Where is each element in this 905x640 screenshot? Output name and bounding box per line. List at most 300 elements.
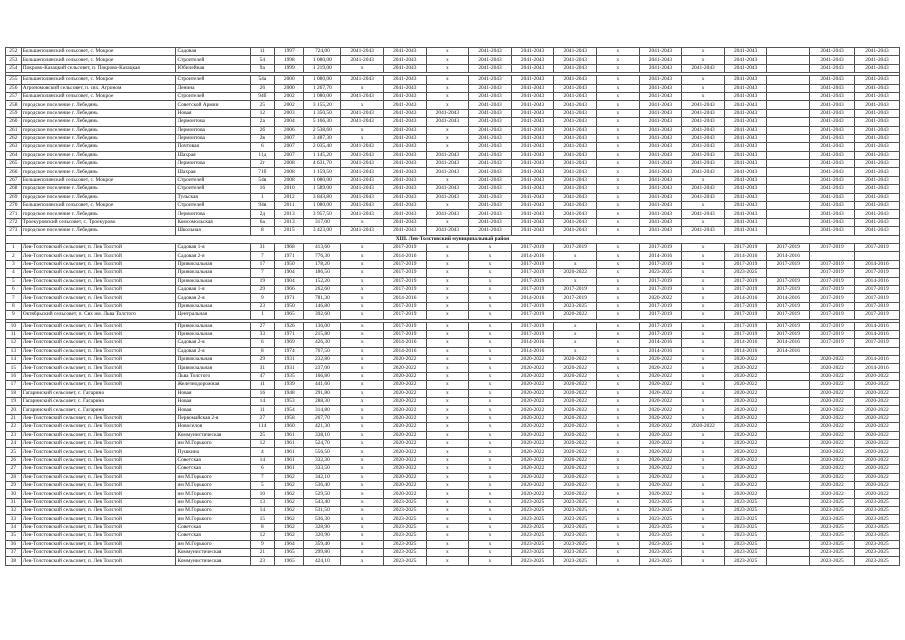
table-cell: 1 267,70 [304,84,341,92]
table-cell: 2023-2025 [724,532,767,540]
table-cell: 2020-2022 [554,456,597,464]
table-cell: 2041-2043 [810,202,855,210]
table-cell: 2041-2043 [810,227,855,235]
table-cell: 2041-2043 [469,56,512,64]
table-cell: 2020-2022 [639,431,682,439]
table-cell: городское поселение г. Лебедянь [21,210,176,218]
table-cell: x [426,423,469,431]
table-row [6,515,900,523]
table-cell: 1 159,50 [304,168,341,176]
table-cell: 2023-2025 [810,507,855,515]
table-row [6,439,900,447]
table-cell: 2014-2016 [854,364,899,372]
table-cell: 2041-2043 [639,92,682,100]
table-cell: 2023-2025 [511,523,554,531]
table-cell: 2041-2043 [511,84,554,92]
table-cell: 2041-2043 [469,64,512,72]
table-cell: 12 [250,109,275,117]
table-cell: 2020-2022 [639,381,682,389]
table-cell: 2041-2043 [810,176,855,184]
table-cell: x [426,381,469,389]
table-cell: 9 [250,540,275,548]
table-row [6,347,900,355]
table-cell: городское поселение г. Лебедянь [21,227,176,235]
table-cell: x [597,311,640,319]
table-cell: x [426,176,469,184]
table-cell: 2041-2043 [854,193,899,201]
table-cell: 15 [250,515,275,523]
table-cell: x [426,347,469,355]
table-cell: 2017-2019 [854,285,899,293]
table-cell: 2041-2043 [554,227,597,235]
table-cell: 2041-2043 [426,193,469,201]
table-cell: 2020-2022 [724,414,767,422]
table-cell: 2020-2022 [724,372,767,380]
table-cell: x [597,398,640,406]
table-cell [767,118,810,126]
table-cell: x [682,48,725,56]
table-cell: x [469,302,512,310]
table-row [6,322,900,330]
table-cell: 2 [6,252,22,260]
table-cell: 2017-2019 [511,260,554,268]
table-cell: x [597,92,640,100]
table-cell: Лев-Толстовский сельсовет, п. Лев Толстой [21,356,176,364]
table-cell: 3 423,00 [304,227,341,235]
table-cell: 2020-2022 [810,431,855,439]
table-cell: 1962 [275,498,304,506]
table-row [6,557,900,565]
table-cell: 2020-2022 [854,490,899,498]
table-cell: Агрономовский сельсовет, п. свх. Агроном [21,84,176,92]
table-cell: 1 080,00 [304,202,341,210]
table-cell: Строителей [176,185,250,193]
table-cell: 3 487,30 [304,134,341,142]
table-cell: 254 [6,64,22,72]
table-cell: x [682,76,725,84]
table-cell: Лев-Толстовский сельсовет, п. Лев Толстой [21,243,176,251]
table-cell: Лев-Толстовский сельсовет, п. Лев Толстой [21,260,176,268]
table-cell: 13 [250,498,275,506]
table-cell: x [341,414,384,422]
table-cell: x [682,84,725,92]
table-cell: 2017-2019 [724,302,767,310]
table-cell: 2023-2025 [554,540,597,548]
table-cell: Новая [176,406,250,414]
table-cell: 2017-2019 [383,269,426,277]
table-cell: 2041-2043 [724,56,767,64]
table-cell [767,218,810,226]
table-cell: 27 [250,322,275,330]
table-cell: 2017-2019 [639,322,682,330]
table-cell [767,431,810,439]
table-cell: 1 080,00 [304,176,341,184]
table-cell: Лев-Толстовский сельсовет, п. Лев Толстой [21,372,176,380]
table-cell: 2041-2043 [854,56,899,64]
table-cell: 2041-2043 [383,227,426,235]
table-cell: 2041-2043 [810,193,855,201]
table-cell: x [469,507,512,515]
table-cell: x [341,277,384,285]
table-row [6,431,900,439]
table-cell: 2041-2043 [511,56,554,64]
table-cell [767,398,810,406]
table-cell: 2041-2043 [554,76,597,84]
table-cell [767,176,810,184]
table-cell: 2023-2025 [724,269,767,277]
table-cell: x [341,243,384,251]
table-cell: x [341,101,384,109]
table-cell: 1971 [275,330,304,338]
table-cell: Большеполянский сельсовет, с. Мокрое [21,48,176,56]
table-cell: x [682,260,725,268]
table-cell: Лев-Толстовский сельсовет, п. Лев Толстой [21,302,176,310]
table-cell: 2041-2043 [469,176,512,184]
table-cell: x [469,532,512,540]
table-cell: 2041-2043 [639,109,682,117]
table-cell: x [554,339,597,347]
table-cell: 33 [6,515,22,523]
table-cell: 2023-2025 [511,515,554,523]
table-cell: 2020-2022 [724,481,767,489]
table-cell: x [469,448,512,456]
table-cell: 2041-2043 [341,202,384,210]
table-cell: 2041-2043 [854,151,899,159]
table-cell: 2041-2043 [383,48,426,56]
table-cell: x [682,202,725,210]
table-cell: 2041-2043 [724,84,767,92]
table-cell: 8 [6,302,22,310]
table-cell: x [597,76,640,84]
table-cell: Лев-Толстовский сельсовет, п. Лев Толстой [21,322,176,330]
table-cell: Лев-Толстовский сельсовет, п. Лев Толстой [21,277,176,285]
table-cell: 2023-2025 [554,302,597,310]
table-cell: 2041-2043 [383,168,426,176]
table-cell: 1969 [275,339,304,347]
table-cell: 4 [250,448,275,456]
table-cell: x [682,356,725,364]
table-cell: Лев-Толстовский сельсовет, п. Лев Толстой [21,498,176,506]
table-cell: Тульская [176,193,250,201]
table-cell: 2041-2043 [682,109,725,117]
table-cell: 2041-2043 [810,101,855,109]
table-cell: 2010 [275,185,304,193]
table-cell: 1953 [275,398,304,406]
table-cell: 1926 [275,322,304,330]
table-cell: 2041-2043 [810,210,855,218]
table-cell: 152,20 [304,277,341,285]
table-cell: 2020-2022 [854,473,899,481]
table-cell: Шахрая [176,151,250,159]
table-cell: 267,70 [304,414,341,422]
table-cell: Школьная [176,227,250,235]
table-cell: им М.Горького [176,507,250,515]
table-cell: 2017-2019 [554,285,597,293]
table-cell: 8 [250,227,275,235]
table-cell: x [682,176,725,184]
table-cell: 2023-2025 [383,557,426,565]
table-row [6,372,900,380]
table-cell: 2020-2022 [383,381,426,389]
table-cell: 2041-2043 [383,210,426,218]
table-row [6,168,900,176]
table-cell: x [682,302,725,310]
table-cell: 2014-2016 [639,347,682,355]
table-cell: x [341,64,384,72]
table-cell: Лев-Толстовский сельсовет, п. Лев Толстой [21,456,176,464]
table-cell: x [341,260,384,268]
table-cell: Новая [176,389,250,397]
table-cell [767,490,810,498]
table-cell: 34 [6,523,22,531]
table-cell: 2020-2022 [639,414,682,422]
table-cell: 2020-2022 [724,490,767,498]
table-cell: x [469,347,512,355]
table-cell: Железнодорожная [176,381,250,389]
table-cell: 2020-2022 [724,398,767,406]
table-cell: Лев-Толстовский сельсовет, п. Лев Толстой [21,347,176,355]
table-cell: 8 [250,347,275,355]
table-cell: Привокзальная [176,260,250,268]
table-cell: 2041-2043 [682,193,725,201]
table-cell: 1904 [275,277,304,285]
table-cell: x [597,481,640,489]
table-cell: x [682,339,725,347]
table-cell: x [682,523,725,531]
table-cell: 11д [250,151,275,159]
table-cell: Привокзальная [176,302,250,310]
table-cell: 2017-2019 [810,322,855,330]
table-cell: 1965 [275,549,304,557]
table-cell [767,202,810,210]
table-cell: 1960 [275,423,304,431]
table-cell: 2014-2016 [854,322,899,330]
table-cell: Лев-Толстовский сельсовет, п. Лев Толстой [21,294,176,302]
table-cell: 2017-2019 [854,311,899,319]
table-cell: x [341,322,384,330]
table-cell: 2041-2043 [639,168,682,176]
table-cell: 2023-2025 [511,540,554,548]
table-cell [767,481,810,489]
table-row [6,64,900,72]
table-cell: 2020-2022 [810,490,855,498]
table-cell: 11 [250,48,275,56]
table-cell: 2041-2043 [511,160,554,168]
table-row [6,481,900,489]
table-cell [767,193,810,201]
table-cell: x [597,160,640,168]
table-cell: Коммунистическая [176,431,250,439]
table-cell: 2017-2019 [767,330,810,338]
table-cell: 2023-2025 [639,498,682,506]
table-cell [854,252,899,260]
table-cell: 2017-2019 [767,285,810,293]
table-cell: 273 [6,227,22,235]
table-cell: 29 [6,481,22,489]
table-cell: 2041-2043 [639,176,682,184]
table-row [6,185,900,193]
table-cell: 2014-2016 [854,356,899,364]
table-cell: Центральная [176,311,250,319]
table-row [6,143,900,151]
table-cell: 215,80 [304,330,341,338]
table-row [6,498,900,506]
table-cell: им М.Горького [176,490,250,498]
table-cell: 2041-2043 [639,64,682,72]
table-cell: 2041-2043 [469,118,512,126]
table-cell: x [341,456,384,464]
table-cell: 2041-2043 [511,151,554,159]
table-cell: 2000 [275,84,304,92]
table-cell: 2041-2043 [469,109,512,117]
table-cell: 2014-2016 [639,339,682,347]
table-cell: 2023-2025 [724,557,767,565]
table-cell: 14 [250,398,275,406]
table-cell: 2004 [275,118,304,126]
table-cell: 2017-2019 [810,339,855,347]
table-cell: 2041-2043 [682,151,725,159]
table-cell: 2041-2043 [810,84,855,92]
table-cell: x [597,134,640,142]
table-cell: x [597,218,640,226]
table-cell: 2041-2043 [383,64,426,72]
table-cell: 2041-2043 [724,210,767,218]
table-cell: x [597,210,640,218]
table-cell: 2020-2022 [639,398,682,406]
table-cell: 2023-2025 [383,549,426,557]
table-row [6,109,900,117]
table-cell: x [682,330,725,338]
table-cell: 268 [6,185,22,193]
table-cell: 2014-2016 [511,294,554,302]
table-cell: 2041-2043 [341,185,384,193]
table-cell: 2041-2043 [383,101,426,109]
table-cell: 2023-2025 [724,498,767,506]
table-cell: 531,50 [304,507,341,515]
table-row [6,549,900,557]
table-cell: x [426,76,469,84]
table-cell: 2041-2043 [511,118,554,126]
table-cell: 2020-2022 [383,356,426,364]
table-cell: 2041-2043 [426,168,469,176]
table-cell: 2008 [275,160,304,168]
table-row [6,92,900,100]
table-cell: x [597,269,640,277]
table-cell: Советская [176,532,250,540]
table-cell: 2007 [275,151,304,159]
table-row [6,523,900,531]
table-cell: 2041-2043 [724,64,767,72]
table-cell: 136,00 [304,322,341,330]
table-cell: x [426,134,469,142]
table-cell: 2041-2043 [383,76,426,84]
table-cell: 2020-2022 [383,448,426,456]
table-cell: 2023-2025 [554,507,597,515]
table-cell: x [682,372,725,380]
table-cell: 2020-2022 [639,389,682,397]
table-cell [767,227,810,235]
table-cell: 2041-2043 [724,101,767,109]
table-cell: x [682,294,725,302]
table-cell: 2041-2043 [469,76,512,84]
table-cell: x [597,389,640,397]
table-cell: городское поселение г. Лебедянь [21,134,176,142]
table-cell: 1 080,00 [304,76,341,84]
table-cell: 2041-2043 [724,168,767,176]
table-cell: x [682,311,725,319]
table-cell: 2041-2043 [639,143,682,151]
table-cell: x [597,176,640,184]
table-cell: 16 [6,372,22,380]
table-cell: x [469,243,512,251]
table-cell: 2020-2022 [854,381,899,389]
table-cell: Лев-Толстовский сельсовет, п. Лев Толстой [21,532,176,540]
table-cell: x [426,540,469,548]
table-cell: 2014-2016 [724,339,767,347]
table-cell: 25 [250,101,275,109]
table-cell: Новая [176,398,250,406]
table-cell: 2020-2022 [554,465,597,473]
table-cell: x [469,557,512,565]
table-cell: 2023-2025 [854,540,899,548]
table-cell: 2014-2016 [767,252,810,260]
table-cell: x [426,473,469,481]
table-cell: 2020-2022 [639,456,682,464]
table-cell: Лев-Толстовский сельсовет, п. Лев Толстой [21,252,176,260]
table-cell: 2020-2022 [511,364,554,372]
table-cell: x [469,431,512,439]
table-cell: 2017-2019 [383,243,426,251]
table-cell: x [469,322,512,330]
table-cell: x [426,252,469,260]
table-cell: 1999 [275,64,304,72]
table-cell: 2041-2043 [554,168,597,176]
table-cell: 2041-2043 [341,92,384,100]
table-cell [767,364,810,372]
table-cell: 2023-2025 [639,557,682,565]
table-cell: x [682,507,725,515]
table-cell: 2020-2022 [810,398,855,406]
table-cell: Большеполянский сельсовет, с. Мокрое [21,176,176,184]
table-cell: городское поселение г. Лебедянь [21,151,176,159]
table-cell: 21 [6,414,22,422]
table-cell: 2020-2022 [511,372,554,380]
table-cell [767,84,810,92]
table-cell: Привокзальная [176,330,250,338]
table-cell: x [597,322,640,330]
table-cell: городское поселение г. Лебедянь [21,160,176,168]
table-cell: 2014-2016 [511,347,554,355]
table-cell: 2041-2043 [554,185,597,193]
table-cell: 2020-2022 [639,294,682,302]
table-cell: 2020-2022 [554,448,597,456]
table-cell: 255 [6,76,22,84]
table-cell: 94в [250,202,275,210]
table-cell: 2020-2022 [854,389,899,397]
table-cell: Лев-Толстовский сельсовет, п. Лев Толстой [21,465,176,473]
table-cell: x [682,448,725,456]
table-cell: 11 [6,330,22,338]
table-row [6,294,900,302]
table-cell: 1965 [275,557,304,565]
table-cell: 2020-2022 [554,414,597,422]
table-cell: городское поселение г. Лебедянь [21,109,176,117]
table-cell: 2014-2016 [854,330,899,338]
table-cell: 38 [6,557,22,565]
table-cell: 2041-2043 [511,210,554,218]
table-cell: x [426,498,469,506]
table-cell: 2041-2043 [810,218,855,226]
